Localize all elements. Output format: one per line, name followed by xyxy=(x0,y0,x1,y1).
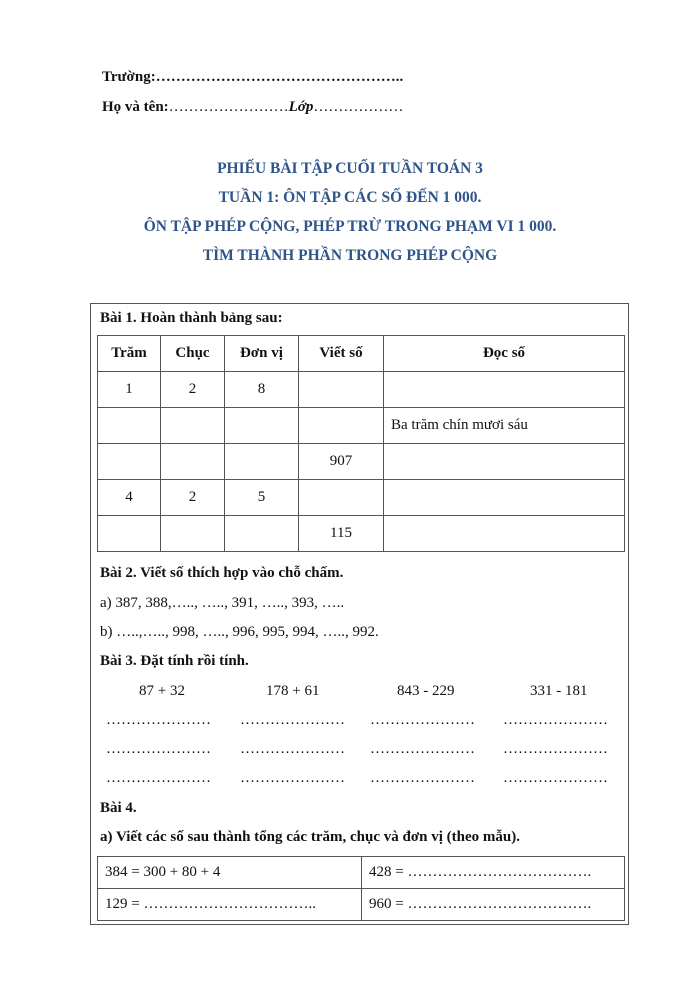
cell[interactable] xyxy=(384,444,625,480)
col-doc-so: Đọc số xyxy=(384,336,625,372)
school-field[interactable]: Trường:………………………………………….. xyxy=(102,69,404,85)
bai2-heading: Bài 2. Viết số thích hợp vào chỗ chấm. xyxy=(100,565,344,581)
cell[interactable] xyxy=(299,372,384,408)
bai4-part-a: a) Viết các số sau thành tổng các trăm, chục và đơn vị (theo mẫu). xyxy=(100,829,520,845)
answer-line[interactable]: ………………… xyxy=(106,741,211,757)
cell: 2 xyxy=(161,480,225,516)
table-header-row xyxy=(98,336,625,372)
col-don-vi: Đơn vị xyxy=(225,336,299,372)
table-row xyxy=(98,857,625,889)
cell[interactable] xyxy=(161,516,225,552)
bai2-line-a[interactable]: a) 387, 388,….., ….., 391, ….., 393, ….. xyxy=(100,595,345,611)
answer-line[interactable]: ………………… xyxy=(240,770,345,786)
col-tram: Trăm xyxy=(98,336,161,372)
expression-3: 843 - 229 xyxy=(397,683,455,699)
cell[interactable] xyxy=(225,444,299,480)
cell[interactable]: 960 = ………………………………. xyxy=(362,889,625,921)
class-field[interactable]: ……………… xyxy=(313,99,404,115)
cell[interactable] xyxy=(384,480,625,516)
cell: 8 xyxy=(225,372,299,408)
bai2-line-b[interactable]: b) …..,….., 998, ….., 996, 995, 994, ….., 992. xyxy=(100,624,379,640)
name-field[interactable]: …………………… xyxy=(168,99,289,115)
cell[interactable] xyxy=(225,408,299,444)
name-class-line xyxy=(102,99,403,116)
answer-line[interactable]: ………………… xyxy=(503,712,608,728)
cell: Ba trăm chín mươi sáu xyxy=(384,408,625,444)
answer-line[interactable]: ………………… xyxy=(240,741,345,757)
title-line-2: TUẦN 1: ÔN TẬP CÁC SỐ ĐẾN 1 000. xyxy=(218,189,482,206)
cell: 1 xyxy=(98,372,161,408)
name-label: Họ và tên: xyxy=(102,99,169,115)
bai4-table xyxy=(97,856,625,921)
answer-line[interactable]: ………………… xyxy=(370,770,475,786)
cell[interactable] xyxy=(299,480,384,516)
answer-line[interactable]: ………………… xyxy=(240,712,345,728)
cell[interactable]: 428 = ………………………………. xyxy=(362,857,625,889)
cell: 2 xyxy=(161,372,225,408)
answer-line[interactable]: ………………… xyxy=(370,712,475,728)
expression-2: 178 + 61 xyxy=(266,683,320,699)
cell[interactable] xyxy=(161,408,225,444)
title-line-1: PHIẾU BÀI TẬP CUỐI TUẦN TOÁN 3 xyxy=(217,160,483,177)
answer-line[interactable]: ………………… xyxy=(106,770,211,786)
cell[interactable]: 129 = …………………………….. xyxy=(98,889,362,921)
answer-line[interactable]: ………………… xyxy=(503,741,608,757)
col-viet-so: Viết số xyxy=(299,336,384,372)
answer-line[interactable]: ………………… xyxy=(106,712,211,728)
class-label: Lớp xyxy=(288,99,314,115)
table-row xyxy=(98,480,625,516)
cell[interactable] xyxy=(98,444,161,480)
cell[interactable] xyxy=(98,408,161,444)
bai3-heading: Bài 3. Đặt tính rồi tính. xyxy=(100,653,249,669)
cell[interactable] xyxy=(98,516,161,552)
table-row xyxy=(98,516,625,552)
title-line-3: ÔN TẬP PHÉP CỘNG, PHÉP TRỪ TRONG PHẠM VI 1 000. xyxy=(143,218,557,235)
cell[interactable] xyxy=(384,372,625,408)
cell[interactable] xyxy=(225,516,299,552)
cell: 5 xyxy=(225,480,299,516)
answer-line[interactable]: ………………… xyxy=(370,741,475,757)
title-line-4: TÌM THÀNH PHẦN TRONG PHÉP CỘNG xyxy=(202,247,498,264)
expression-1: 87 + 32 xyxy=(139,683,185,699)
cell: 115 xyxy=(299,516,384,552)
cell[interactable] xyxy=(384,516,625,552)
expression-4: 331 - 181 xyxy=(530,683,588,699)
table-row xyxy=(98,444,625,480)
cell[interactable] xyxy=(161,444,225,480)
table-row xyxy=(98,889,625,921)
bai1-table xyxy=(97,335,625,552)
cell: 384 = 300 + 80 + 4 xyxy=(98,857,362,889)
answer-line[interactable]: ………………… xyxy=(503,770,608,786)
bai4-heading: Bài 4. xyxy=(100,800,137,816)
table-row xyxy=(98,408,625,444)
col-chuc: Chục xyxy=(161,336,225,372)
bai1-heading: Bài 1. Hoàn thành bảng sau: xyxy=(100,310,283,326)
table-row xyxy=(98,372,625,408)
cell: 4 xyxy=(98,480,161,516)
cell[interactable] xyxy=(299,408,384,444)
cell: 907 xyxy=(299,444,384,480)
